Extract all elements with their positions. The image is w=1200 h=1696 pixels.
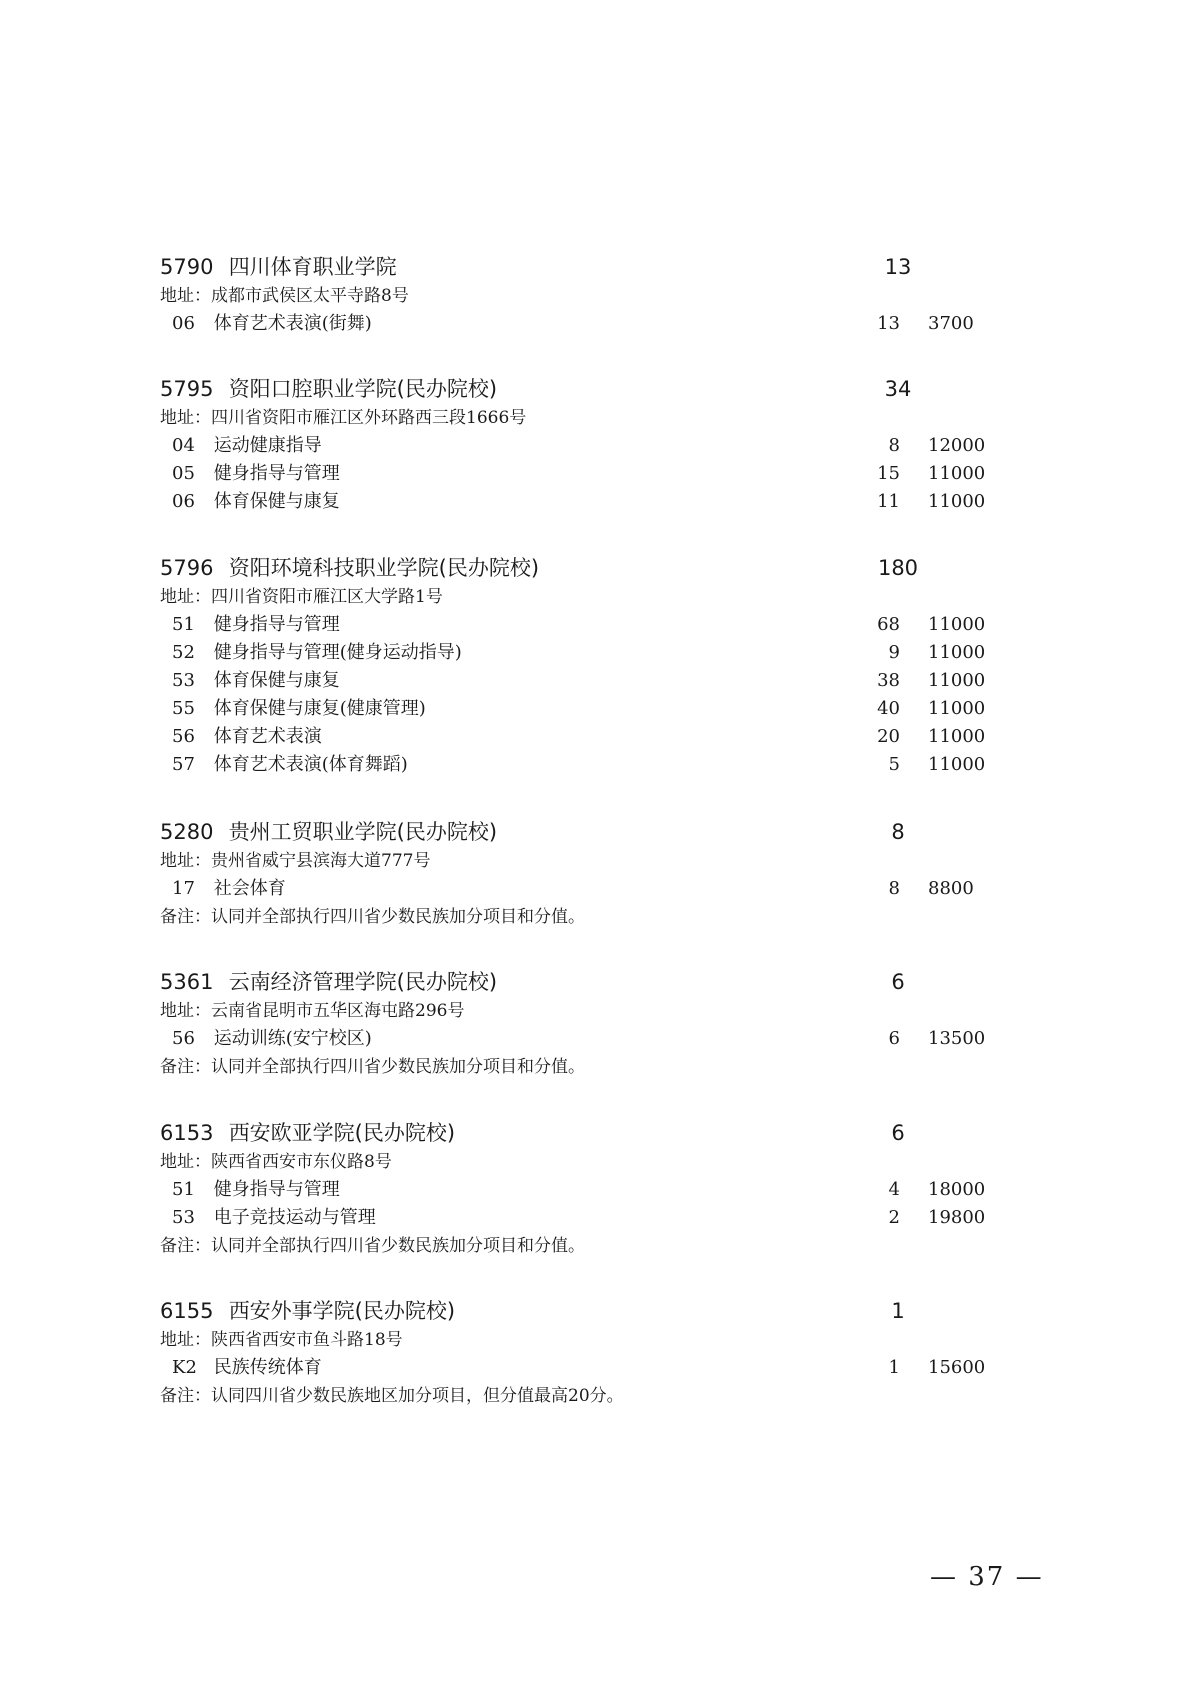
major-tuition: 3700 [928, 313, 974, 334]
major-name: 体育艺术表演(街舞) [213, 313, 372, 334]
school-entry [160, 817, 1000, 931]
major-tuition: 11000 [928, 491, 986, 512]
school-note [160, 903, 1000, 931]
major-name: 民族传统体育 [213, 1357, 322, 1378]
major-tuition: 8800 [928, 878, 974, 899]
address-label: 地址： [160, 1152, 211, 1172]
major-row [160, 310, 1000, 338]
major-name: 体育保健与康复(健康管理) [213, 698, 426, 719]
major-tuition: 11000 [928, 614, 986, 635]
school-name: 四川体育职业学院 [228, 255, 397, 279]
major-name: 体育保健与康复 [213, 491, 340, 512]
major-row [160, 875, 1000, 903]
address-text: 贵州省威宁县滨海大道777号 [211, 851, 431, 871]
note-label: 备注： [160, 1057, 211, 1077]
major-name: 体育艺术表演(体育舞蹈) [213, 754, 408, 775]
major-name: 健身指导与管理 [213, 614, 340, 635]
major-tuition: 11000 [928, 642, 986, 663]
major-quota: 2 [888, 1207, 900, 1228]
school-header [160, 967, 1000, 997]
major-quota: 5 [888, 754, 900, 775]
major-code: 56 [172, 1028, 195, 1049]
school-name: 西安欧亚学院(民办院校) [228, 1121, 456, 1145]
note-label: 备注： [160, 1386, 211, 1406]
major-row [160, 639, 1000, 667]
school-entry [160, 374, 1000, 516]
note-text: 认同并全部执行四川省少数民族加分项目和分值。 [211, 1236, 585, 1256]
major-tuition: 11000 [928, 726, 986, 747]
major-quota: 15 [877, 463, 900, 484]
school-entry [160, 252, 1000, 338]
school-entry [160, 553, 1000, 779]
school-code: 5361 [160, 970, 214, 994]
address-text: 成都市武侯区太平寺路8号 [211, 286, 409, 306]
major-quota: 4 [888, 1179, 900, 1200]
major-tuition: 11000 [928, 754, 986, 775]
major-row [160, 460, 1000, 488]
major-name: 健身指导与管理 [213, 463, 340, 484]
major-tuition: 12000 [928, 435, 986, 456]
school-address [160, 583, 1000, 611]
major-code: K2 [172, 1357, 197, 1378]
major-name: 体育艺术表演 [213, 726, 322, 747]
school-code: 5280 [160, 820, 214, 844]
major-tuition: 13500 [928, 1028, 986, 1049]
school-code: 5790 [160, 255, 214, 279]
major-row [160, 1176, 1000, 1204]
address-text: 陕西省西安市鱼斗路18号 [211, 1330, 403, 1350]
school-header [160, 374, 1000, 404]
major-code: 06 [172, 313, 195, 334]
school-address [160, 1326, 1000, 1354]
school-entry [160, 967, 1000, 1081]
address-label: 地址： [160, 286, 211, 306]
school-total-quota: 8 [891, 820, 905, 844]
major-name: 电子竞技运动与管理 [213, 1207, 376, 1228]
major-tuition: 11000 [928, 670, 986, 691]
school-total-quota: 6 [891, 1121, 905, 1145]
major-tuition: 18000 [928, 1179, 986, 1200]
school-note [160, 1382, 1000, 1410]
major-row [160, 611, 1000, 639]
address-label: 地址： [160, 1330, 211, 1350]
major-row [160, 667, 1000, 695]
major-quota: 38 [877, 670, 900, 691]
major-row [160, 432, 1000, 460]
school-address [160, 404, 1000, 432]
major-name: 社会体育 [213, 878, 286, 899]
school-total-quota: 34 [884, 377, 912, 401]
address-text: 四川省资阳市雁江区大学路1号 [211, 587, 443, 607]
school-entry [160, 1296, 1000, 1410]
school-code: 6153 [160, 1121, 214, 1145]
address-label: 地址： [160, 1001, 211, 1021]
major-tuition: 11000 [928, 463, 986, 484]
school-address [160, 282, 1000, 310]
address-label: 地址： [160, 408, 211, 428]
school-address [160, 997, 1000, 1025]
major-quota: 11 [877, 491, 900, 512]
school-address [160, 1148, 1000, 1176]
major-quota: 8 [888, 435, 900, 456]
major-tuition: 15600 [928, 1357, 986, 1378]
major-row [160, 1354, 1000, 1382]
major-code: 52 [172, 642, 195, 663]
major-name: 健身指导与管理(健身运动指导) [213, 642, 462, 663]
school-header [160, 1296, 1000, 1326]
school-total-quota: 1 [891, 1299, 905, 1323]
major-row [160, 1025, 1000, 1053]
address-text: 四川省资阳市雁江区外环路西三段1666号 [211, 408, 527, 428]
school-code: 6155 [160, 1299, 214, 1323]
school-total-quota: 6 [891, 970, 905, 994]
major-name: 运动健康指导 [213, 435, 322, 456]
school-name: 资阳口腔职业学院(民办院校) [228, 377, 498, 401]
school-total-quota: 180 [877, 556, 919, 580]
page-number: — 37 — [930, 1562, 1044, 1592]
major-tuition: 11000 [928, 698, 986, 719]
school-header [160, 553, 1000, 583]
address-label: 地址： [160, 587, 211, 607]
address-label: 地址： [160, 851, 211, 871]
major-code: 51 [172, 1179, 195, 1200]
note-text: 认同并全部执行四川省少数民族加分项目和分值。 [211, 907, 585, 927]
school-total-quota: 13 [884, 255, 912, 279]
major-code: 56 [172, 726, 195, 747]
major-row [160, 695, 1000, 723]
major-quota: 8 [888, 878, 900, 899]
major-code: 53 [172, 1207, 195, 1228]
major-row [160, 1204, 1000, 1232]
major-name: 体育保健与康复 [213, 670, 340, 691]
school-address [160, 847, 1000, 875]
major-row [160, 488, 1000, 516]
school-code: 5795 [160, 377, 214, 401]
note-text: 认同四川省少数民族地区加分项目，但分值最高20分。 [211, 1386, 624, 1406]
major-quota: 68 [877, 614, 900, 635]
major-name: 运动训练(安宁校区) [213, 1028, 372, 1049]
major-code: 17 [172, 878, 195, 899]
school-name: 西安外事学院(民办院校) [228, 1299, 456, 1323]
major-code: 57 [172, 754, 195, 775]
major-code: 06 [172, 491, 195, 512]
major-row [160, 751, 1000, 779]
school-name: 贵州工贸职业学院(民办院校) [228, 820, 498, 844]
address-text: 云南省昆明市五华区海屯路296号 [211, 1001, 465, 1021]
major-name: 健身指导与管理 [213, 1179, 340, 1200]
major-code: 04 [172, 435, 195, 456]
note-label: 备注： [160, 907, 211, 927]
major-code: 53 [172, 670, 195, 691]
major-row [160, 723, 1000, 751]
major-quota: 9 [888, 642, 900, 663]
major-quota: 1 [888, 1357, 900, 1378]
school-note [160, 1053, 1000, 1081]
major-code: 51 [172, 614, 195, 635]
major-quota: 20 [877, 726, 900, 747]
note-text: 认同并全部执行四川省少数民族加分项目和分值。 [211, 1057, 585, 1077]
note-label: 备注： [160, 1236, 211, 1256]
school-note [160, 1232, 1000, 1260]
school-name: 资阳环境科技职业学院(民办院校) [228, 556, 540, 580]
address-text: 陕西省西安市东仪路8号 [211, 1152, 392, 1172]
major-quota: 6 [888, 1028, 900, 1049]
major-quota: 40 [877, 698, 900, 719]
school-entry [160, 1118, 1000, 1260]
school-name: 云南经济管理学院(民办院校) [228, 970, 498, 994]
major-code: 55 [172, 698, 195, 719]
school-code: 5796 [160, 556, 214, 580]
school-header [160, 817, 1000, 847]
major-quota: 13 [877, 313, 900, 334]
major-tuition: 19800 [928, 1207, 986, 1228]
school-header [160, 252, 1000, 282]
school-header [160, 1118, 1000, 1148]
major-code: 05 [172, 463, 195, 484]
